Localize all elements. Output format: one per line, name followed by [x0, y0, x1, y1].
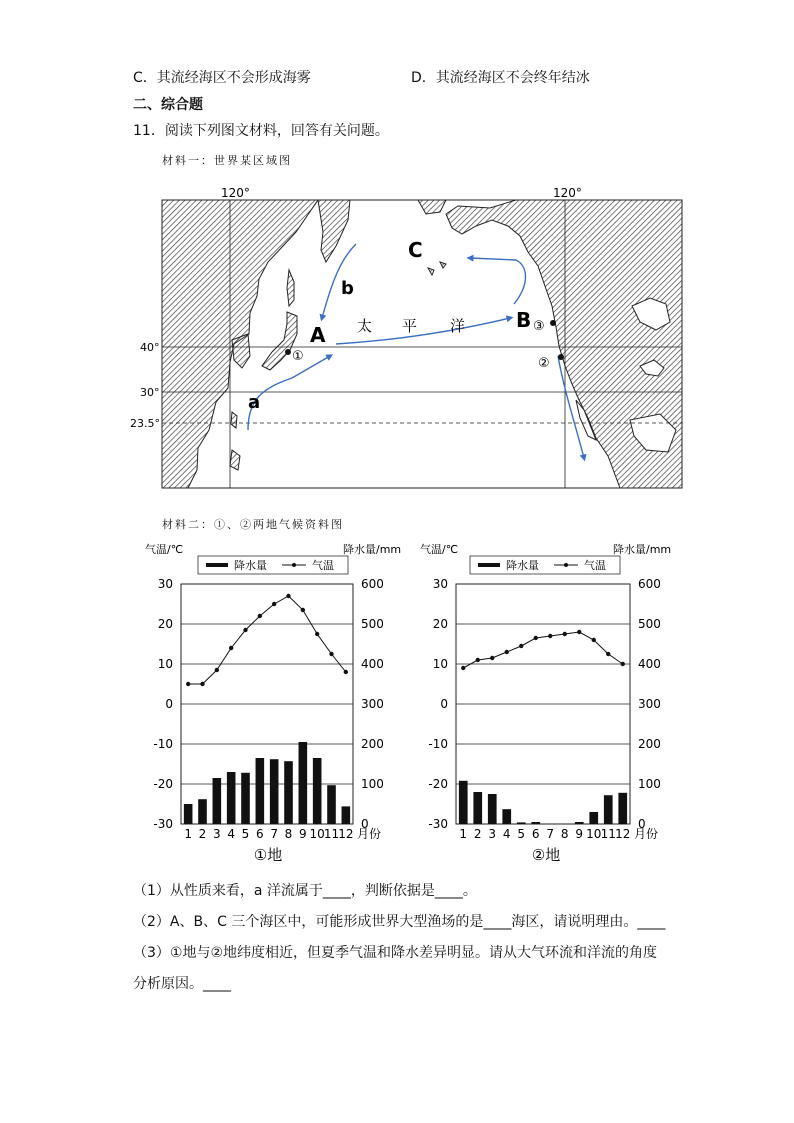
- section-heading: 二、综合题: [133, 97, 203, 113]
- precip-bar: [604, 795, 613, 824]
- x-tick-month: 3: [213, 827, 221, 841]
- precip-bar: [589, 812, 598, 824]
- temp-point: [577, 630, 581, 634]
- precip-bar: [299, 742, 308, 824]
- temp-point: [200, 682, 204, 686]
- y-tick-precip: 200: [361, 737, 384, 751]
- precip-bar: [459, 781, 468, 824]
- chart-title: ①地: [253, 846, 283, 864]
- y-tick-temp: -20: [153, 777, 173, 791]
- x-tick-month: 11: [600, 827, 616, 841]
- y-tick-precip: 100: [361, 777, 384, 791]
- region-label-c-upper: C: [408, 238, 423, 262]
- x-tick-month: 12: [338, 827, 354, 841]
- x-tick-month: 6: [531, 827, 540, 841]
- x-tick-month: 4: [227, 827, 235, 841]
- option-d: D．其流经海区不会终年结冰: [411, 70, 590, 86]
- axis-title-right: 降水量/mm: [613, 543, 672, 556]
- climate-chart-site-2: [420, 542, 671, 864]
- x-tick-month: 1: [459, 827, 468, 841]
- y-tick-temp: -10: [428, 737, 448, 751]
- precip-bar: [241, 773, 250, 824]
- temp-line: [188, 596, 346, 684]
- ocean-label-1: 太: [357, 317, 373, 335]
- temp-point: [329, 652, 333, 656]
- chart-title: ②地: [531, 846, 561, 864]
- y-tick-precip: 500: [638, 617, 661, 631]
- temp-point: [461, 666, 465, 670]
- legend-precip-label: 降水量: [506, 559, 539, 572]
- precip-bar: [198, 799, 207, 824]
- current-label-a: a: [248, 392, 261, 413]
- temp-point: [315, 632, 319, 636]
- y-tick-temp: 10: [432, 657, 448, 671]
- site-label-3: ③: [533, 319, 545, 334]
- material2-caption: 材料二：①、②两地气候资料图: [162, 518, 344, 531]
- y-tick-precip: 600: [638, 577, 661, 591]
- temp-point: [490, 656, 494, 660]
- y-tick-precip: 100: [638, 777, 661, 791]
- question-3-line2: 分析原因。____: [133, 976, 231, 992]
- y-tick-precip: 0: [638, 817, 646, 831]
- region-label-a-upper: A: [310, 323, 326, 347]
- temp-point: [621, 662, 625, 666]
- precip-bar: [488, 794, 497, 824]
- y-tick-precip: 300: [638, 697, 661, 711]
- precip-bar: [473, 792, 482, 824]
- x-axis-unit: 月份: [357, 827, 382, 841]
- question-3-line1: （3）①地与②地纬度相近，但夏季气温和降水差异明显。请从大气环流和洋流的角度: [133, 945, 658, 961]
- y-tick-precip: 300: [361, 697, 384, 711]
- legend-precip-label: 降水量: [234, 559, 267, 572]
- precip-bar: [502, 809, 511, 824]
- temp-line: [463, 632, 623, 668]
- x-tick-month: 5: [517, 827, 526, 841]
- y-tick-precip: 400: [638, 657, 661, 671]
- legend-temp-dot: [564, 563, 568, 567]
- y-tick-temp: 0: [165, 697, 173, 711]
- y-tick-temp: 10: [157, 657, 173, 671]
- temp-point: [258, 614, 262, 618]
- option-c: C．其流经海区不会形成海雾: [133, 70, 311, 86]
- precip-bar: [213, 778, 222, 824]
- precip-bar: [313, 758, 322, 824]
- y-tick-precip: 400: [361, 657, 384, 671]
- precip-bar: [575, 822, 584, 824]
- temp-point: [563, 632, 567, 636]
- precip-bar: [227, 772, 236, 824]
- x-tick-month: 2: [473, 827, 482, 841]
- precip-bar: [270, 759, 279, 824]
- y-tick-temp: -10: [153, 737, 173, 751]
- lat-label-23-5: 23.5°: [130, 417, 160, 430]
- current-label-b: b: [341, 278, 354, 299]
- temp-point: [534, 636, 538, 640]
- legend-temp-label: 气温: [584, 559, 606, 572]
- temp-point: [186, 682, 190, 686]
- x-tick-month: 4: [502, 827, 511, 841]
- x-tick-month: 6: [256, 827, 264, 841]
- question-1: （1）从性质来看，a 洋流属于____，判断依据是____。: [133, 883, 477, 899]
- y-tick-precip: 0: [361, 817, 369, 831]
- x-tick-month: 5: [241, 827, 250, 841]
- axis-title-right: 降水量/mm: [343, 543, 402, 556]
- question-11: 11．阅读下列图文材料，回答有关问题。: [133, 123, 389, 139]
- temp-point: [215, 668, 219, 672]
- precip-bar: [284, 761, 293, 824]
- question-2: （2）A、B、C 三个海区中，可能形成世界大型渔场的是____海区，请说明理由。____: [133, 914, 666, 930]
- precip-bar: [184, 804, 193, 824]
- y-tick-precip: 500: [361, 617, 384, 631]
- precip-bar: [327, 785, 336, 824]
- x-tick-month: 9: [299, 827, 307, 841]
- temp-point: [548, 634, 552, 638]
- y-tick-temp: 20: [157, 617, 173, 631]
- temp-point: [272, 602, 276, 606]
- temp-point: [243, 628, 247, 632]
- x-axis-unit: 月份: [634, 827, 659, 841]
- x-tick-month: 7: [546, 827, 555, 841]
- y-tick-precip: 600: [361, 577, 384, 591]
- precip-bar: [517, 822, 526, 824]
- ocean-label-3: 洋: [450, 317, 466, 335]
- x-tick-month: 10: [309, 827, 325, 841]
- x-tick-month: 8: [284, 827, 293, 841]
- temp-point: [505, 650, 509, 654]
- y-tick-temp: 20: [432, 617, 448, 631]
- legend-temp-label: 气温: [312, 559, 334, 572]
- climate-chart-site-1: [145, 542, 401, 864]
- lat-label-30: 30°: [140, 386, 160, 399]
- x-tick-month: 8: [560, 827, 569, 841]
- temp-point: [344, 670, 348, 674]
- y-tick-temp: 30: [432, 577, 448, 591]
- site-label-2: ②: [538, 356, 550, 371]
- ocean-label-2: 平: [402, 317, 418, 335]
- y-tick-temp: 0: [440, 697, 448, 711]
- temp-point: [229, 646, 233, 650]
- temp-point: [606, 652, 610, 656]
- precip-bar: [531, 822, 540, 824]
- x-tick-month: 1: [184, 827, 192, 841]
- region-label-b-upper: B: [516, 308, 532, 332]
- lat-label-40: 40°: [140, 341, 160, 354]
- x-tick-month: 7: [270, 827, 278, 841]
- axis-title-left: 气温/℃: [420, 543, 459, 556]
- y-tick-temp: -30: [428, 817, 448, 831]
- axis-title-left: 气温/℃: [145, 543, 184, 556]
- x-tick-month: 11: [323, 827, 340, 841]
- temp-point: [476, 658, 480, 662]
- legend-temp-dot: [292, 563, 296, 567]
- lon-label-right: 120°: [553, 186, 582, 200]
- precip-bar: [618, 793, 627, 824]
- legend-precip-swatch: [206, 563, 228, 567]
- x-tick-month: 9: [575, 827, 584, 841]
- y-tick-precip: 200: [638, 737, 661, 751]
- temp-point: [286, 594, 290, 598]
- y-tick-temp: 30: [157, 577, 173, 591]
- precip-bar: [256, 758, 265, 824]
- x-tick-month: 2: [198, 827, 207, 841]
- material1-caption: 材料一：世界某区域图: [162, 154, 292, 167]
- y-tick-temp: -30: [153, 817, 173, 831]
- temp-point: [301, 608, 305, 612]
- y-tick-temp: -20: [428, 777, 448, 791]
- lon-label-left: 120°: [221, 186, 250, 200]
- precip-bar: [342, 806, 351, 824]
- legend-precip-swatch: [478, 563, 500, 567]
- temp-point: [519, 644, 523, 648]
- site-label-1: ①: [292, 349, 304, 364]
- x-tick-month: 3: [488, 827, 497, 841]
- temp-point: [592, 638, 596, 642]
- x-tick-month: 12: [615, 827, 631, 841]
- x-tick-month: 10: [586, 827, 602, 841]
